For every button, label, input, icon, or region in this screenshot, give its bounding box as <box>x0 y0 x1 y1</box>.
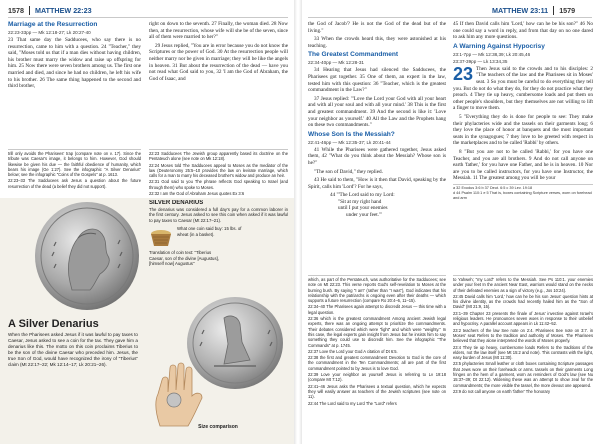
scripture-text: 41 While the Pharisees were gathered together, Jesus asked them, 42 "What do you think about the Messiah? Whose son is he?" <box>308 146 446 166</box>
scripture-text: Then Jesus said to the crowds and to his disciples: 2 "The teachers of the law and the Pharisees sit in Moses' seat. 3 So you must be careful to do everything they tell you. But do not do what they do, for they do not practice what they preach. 4 They tie up heavy, cumbersome loads and put them on other people's shoulders, but they themselves are not willing to lift a finger to move them. <box>453 65 593 112</box>
wheat-basket-icon <box>149 226 173 248</box>
header-divider <box>553 6 554 15</box>
left-study-notes-col2 <box>149 148 288 196</box>
study-note: to Yahweh; "my Lord" refers to the Messiah. See Ps 110:1. your enemies under your feet In the ancient Near East, warriors would stand on the necks of their defeated enemies as a sign of victory (e.g., Jos 10:24). <box>453 277 593 293</box>
study-note: 22:23 Sadducees The Jewish group apparently based its doctrine on the Pentateuch alone (see note on Mk 12:18). <box>149 151 288 162</box>
page-number: 1578 <box>8 5 24 15</box>
scripture-text: the God of Jacob'? He is not the God of the dead but of the living." <box>308 21 446 34</box>
scripture-text: 43 He said to them, "How is it then that David, speaking by the Spirit, calls him 'Lord'? For he says, <box>308 177 446 190</box>
left-page <box>0 0 294 444</box>
parallel-reference: 22:23-33pp — Mk 12:18-27; Lk 20:27-40 <box>8 30 91 35</box>
study-note: 22:41–46 Jesus asks the Pharisees a textual question, which he expects they will easily answer as teachers of the Jewish scriptures (see note on 11). <box>308 383 446 400</box>
chapter-number: 23 <box>453 63 474 84</box>
scripture-text: 29 Jesus replied, "You are in error because you do not know the Scriptures or the power of God. 30 At the resurrection people will neither marry nor be given in marriage; they will be like the angels in heaven. 31 But about the resurrection of the dead — have you not read what God said to you, 32 'I am the God of Abraham, the God of Isaac, and <box>149 42 288 82</box>
book-reference: MATTHEW 22:23 <box>35 5 92 15</box>
right-scripture-col1 <box>308 21 446 272</box>
section-heading: Marriage at the Resurrection <box>8 21 98 28</box>
study-note: 22:36 which is the greatest commandment Among ancient Jewish legal experts, there was an ongoing attempt to prioritize the commandments. Their debates considered which were "light" and which were "weighty." In this case, the legal experts gain insight from Jesus but he insists him to say something they could use to discredit him. See the infographic "The Commands" at p. 1745. <box>308 316 446 348</box>
right-study-notes-col2 <box>453 274 593 442</box>
footnotes: a 32 Exodus 3:6 b 37 Deut. 6:5 c 39 Lev. 19:18 <box>453 185 533 190</box>
scripture-text: 34 Hearing that Jesus had silenced the Sadducees, the Pharisees got together. 35 One of them, an expert in the law, tested him with this question: 36 "Teacher, which is the greatest commandment in the Law?" <box>308 67 446 94</box>
study-note: 22:45 David calls him 'Lord,' how can he be his son Jesus' question hints at his divine identity, as the crowds had recently hailed him as the "Son of David" (Mt 21:9, 15). <box>453 293 593 310</box>
parallel-reference: 23:1-7pp — Mk 12:38,39; Lk 20:45,46 <box>453 51 531 57</box>
section-heading: The Greatest Commandment <box>308 51 399 59</box>
study-note: 22:34–40 The Pharisees again attempt to discredit Jesus — this time with a legal question. <box>308 304 446 315</box>
scripture-text: 33 When the crowds heard this, they were astonished at his teaching. <box>308 36 446 49</box>
header-rule <box>308 17 592 18</box>
silver-denarius-sidebar <box>149 200 288 298</box>
parallel-reference: 23:37-39pp — Lk 13:34,35 <box>453 58 508 64</box>
section-heading: A Warning Against Hypocrisy <box>453 42 545 50</box>
study-note: 22:32 I am the God of Abraham Jesus quotes Ex 3:6 <box>149 191 245 196</box>
sidebar-title: SILVER DENARIUS <box>149 200 204 206</box>
denarius-description <box>8 318 138 442</box>
scripture-text: 5 "Everything they do is done for people to see: They make their phylacteries wide and the tassels on their garments long; 6 they love the place of honor at banquets and the most important seats in the synagogues; 7 they love to be greeted with respect in the marketplaces and to be called 'Rabbi' by others. <box>453 113 593 147</box>
scripture-text: 8 "But you are not to be called 'Rabbi,' for you have one Teacher, and you are all brothers. 9 And do not call anyone on earth 'father,' for you have one Father, and he is in heaven. 10 Nor are you to be called instructors, for you have one Instructor, the Messiah. 11 The greatest among you will be your <box>453 148 593 182</box>
study-note: 22:44 The Lord said to my Lord The "Lord" refers <box>308 400 397 406</box>
hand-size-comparison-icon <box>148 358 210 428</box>
footnote-rule <box>453 184 593 185</box>
study-note: 22:37 Love the Lord your God A citation of Dt 6:5. <box>308 348 398 354</box>
left-page-header <box>8 4 92 16</box>
right-page-header <box>492 4 575 16</box>
quotation-line: 44 "'The Lord said to my Lord: <box>330 192 395 199</box>
wheat-row <box>149 226 288 248</box>
study-note: 23:1–39 Chapter 23 presents the finale of Jesus' invective against Israel's religious leaders. He pronounces seven woes in response to their unbelief and hypocrisy. A parallel account appears in Lk 11:42–52. <box>453 310 593 327</box>
left-study-notes-col1 <box>8 148 141 196</box>
quotation-line: under your feet."' <box>346 212 383 219</box>
denarius-obverse-coin <box>32 200 142 312</box>
parallel-reference: 22:41-46pp — Mk 12:35-37; Lk 20:41-44 <box>308 139 391 145</box>
page-gutter <box>294 0 302 444</box>
quotation-line: until I put your enemies <box>338 205 388 212</box>
page-number: 1579 <box>559 5 576 15</box>
study-note: 22:38 the first and greatest commandment Devotion to God is the core of the commandment in the Ten Commandments; all are part of the first commandment pointed to by Jesus is to love God. <box>308 355 446 371</box>
size-comparison-label: Size comparison <box>198 424 238 430</box>
header-rule <box>8 17 288 18</box>
study-note: 22:31 God said to you The phrase reflects God speaking to Israel (and through them) who spoke to Moses. <box>149 179 288 190</box>
notes-rule <box>308 275 446 276</box>
book-reference: MATTHEW 23:11 <box>492 5 549 15</box>
study-note: 23:4 They tie up heavy, cumbersome loads Refers to the traditions of the elders, not the law itself (see Mt 15:2 and note). This contrasts with the light, easy burden of Jesus (Mt 11:30). <box>453 344 593 361</box>
right-study-notes-col1 <box>308 274 446 442</box>
study-note: 23:2 teachers of the law See note on 2:4. Pharisees See note on 3:7. in Moses' seat Refers to the tradition and authority of Moses. The Pharisees believed that they alone interpreted the words of Moses properly. <box>453 327 593 344</box>
notes-rule <box>8 149 141 150</box>
infographic-text: When the Pharisees asked Jesus if it was lawful to pay taxes to Caesar, Jesus asked to see a coin for the tax. They gave him a denarius like this. The motto on this coin proclaims Tiberius to be the son of the divine Caesar who preceded him. Jesus, the true Son of God, would have recognized the irony of "Tiberius" claim (Mt 22:17–22; Mk 12:14–17; Lk 20:21–26). <box>8 332 138 367</box>
scripture-text: 37 Jesus replied: "'Love the Lord your God with all your heart and with all your soul and with all your mind.' 38 This is the first and greatest commandment. 39 And the second is like it: 'Love your neighbor as yourself.' 40 All the Law and the Prophets hang on these two commandments." <box>308 95 446 129</box>
scripture-text <box>453 63 593 112</box>
study-note: 23:5 phylacteries Small leather or cloth boxes containing Scripture passages that Jews wore on their foreheads or arms. tassels on their garments Long fringes on the hem of a garment, worn as reminders of God's law (see Nu 15:37–39; Dt 22:12). Widening these was an attempt to show zeal for the commandments; the more visible the tassel, the more devout one appeared. <box>453 361 593 388</box>
notes-rule <box>149 149 288 150</box>
footnotes: d 44 Psalm 110:1 e 5 That is, boxes containing Scripture verses, worn on forehead and arm <box>453 190 592 200</box>
scripture-text: right on down to the seventh. 27 Finally, the woman died. 28 Now then, at the resurrection, whose wife will she be of the seven, since all of them were married to her?" <box>149 21 288 41</box>
study-note: trill only avoids the Pharisees' trap (compare note on v. 17). Since the tribute was Caesar's image, it belongs to him. However, God should likewise be given his due — the faithful obedience of humanity, which bears his image (Ge 1:27). See the infographic "A Silver Denarius" below; see the infographic "Coins of the Gospels" at p. 1613. <box>8 151 141 178</box>
notes-rule <box>453 275 593 276</box>
parallel-reference: 22:34-40pp — Mk 12:28-31 <box>308 60 364 66</box>
scripture-text: "The son of David," they replied. <box>314 168 383 175</box>
coin-translation: Translation of coin text: "Tiberius Caesar, son of the divine [Augustus], [himself now] Augustus" <box>149 250 219 267</box>
sidebar-text: The denarius was considered a full day's pay for a common laborer in the first century. Jesus asked to see this coin when asked if it was lawful to pay taxes to Caesar (Mt 22:17–21). <box>149 207 288 223</box>
scripture-text: 45 If then David calls him 'Lord,' how can he be his son?" 46 No one could say a word in reply, and from that day on no one dared to ask him any more questions. <box>453 21 593 41</box>
header-divider <box>29 6 30 15</box>
study-note: 23:9 do not call anyone on earth 'father' The honorary <box>453 388 551 394</box>
right-scripture-col2 <box>453 21 593 272</box>
section-heading: Whose Son Is the Messiah? <box>308 130 395 138</box>
denarius-infographic <box>0 198 294 444</box>
infographic-title: A Silver Denarius <box>8 318 99 330</box>
study-note: 22:23–33 The Sadducees ask Jesus a question about the future resurrection of the dead (a belief they did not support). <box>8 178 141 189</box>
left-scripture-col2 <box>149 21 288 148</box>
left-scripture-col1 <box>8 21 141 148</box>
right-page <box>302 0 600 444</box>
study-note: which, as part of the Pentateuch, was authoritative for the Sadducees; see note on Mt 22:23. This verse reports God's self-revelation to Moses at the burning bush. By saying "I am" (rather than "I was"), God indicates that his relationship with the patriarchs is ongoing even after their deaths — which supports a future resurrection (compare Ro 20:4–6, 11–15). <box>308 277 446 304</box>
study-note: 22:24 Moses told The Sadducees appeal to Moses as the mediator of the law (Deuteronomy 25:5–10 provides the law on levirate marriage, which calls for a man to marry his deceased brother's widow and produce an heir. <box>149 162 288 179</box>
study-note: 22:39 Love your neighbor as yourself Jesus is referring to Lv 19:18 (compare Mt 7:12). <box>308 372 446 383</box>
wheat-caption: What one coin said buy: 15 lbs. of wheat (in a basket). <box>177 226 242 237</box>
scripture-text: 23 That same day the Sadducees, who say there is no resurrection, came to him with a question. 24 "Teacher," they said, "Moses told us that if a man dies without having children, his brother must marry the widow and raise up offspring for him. 25 Now there were seven brothers among us. The first one married and died, and since he had no children, he left his wife to his brother. 26 The same thing happened to the second and third brother, <box>8 37 141 90</box>
quotation-line: "Sit at my right hand <box>338 198 382 205</box>
